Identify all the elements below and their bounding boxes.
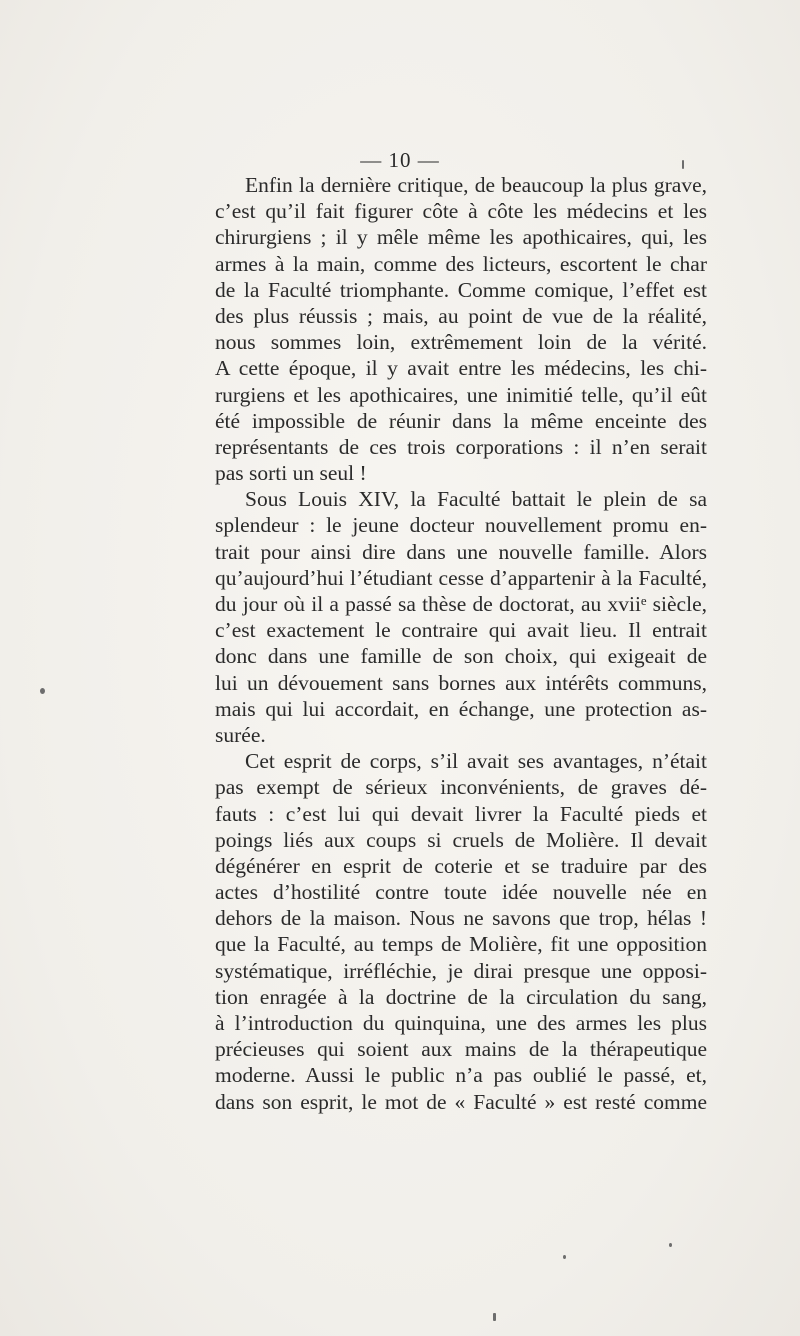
page-number: — 10 —	[360, 148, 440, 172]
text-line: Sous Louis XIV, la Faculté battait le plein de sa	[245, 487, 707, 512]
text-line: des plus réussis ; mais, au point de vue de la réalité,	[215, 303, 707, 328]
text-line: à l’introduction du quinquina, une des armes les plus	[215, 1011, 707, 1035]
print-speck	[682, 160, 684, 169]
print-speck	[493, 1313, 496, 1321]
text-line: pas exempt de sérieux inconvénients, de graves dé-	[215, 775, 707, 800]
text-line: Enfin la dernière critique, de beaucoup la plus grave,	[245, 173, 707, 197]
text-line: splendeur : le jeune docteur nouvellement promu en-	[215, 513, 707, 538]
text-line: c’est qu’il fait figurer côte à côte les médecins et les	[215, 199, 707, 224]
text-line: moderne. Aussi le public n’a pas oublié le passé, et,	[215, 1063, 707, 1088]
text-line: été impossible de réunir dans la même enceinte des	[215, 408, 707, 433]
text-line: dans son esprit, le mot de « Faculté » est resté comme	[215, 1089, 707, 1114]
text-line: poings liés aux coups si cruels de Molière. Il devait	[215, 827, 707, 852]
body-text	[215, 172, 707, 1115]
text-line: chirurgiens ; il y mêle même les apothicaires, qui, les	[215, 225, 707, 250]
text-line: Cet esprit de corps, s’il avait ses avantages, n’était	[245, 749, 707, 774]
text-line: surée.	[215, 722, 266, 747]
text-line: de la Faculté triomphante. Comme comique, l’effet est	[215, 277, 707, 302]
print-speck	[563, 1255, 566, 1259]
text-line: dégénérer en esprit de coterie et se traduire par des	[215, 853, 707, 878]
text-line: actes d’hostilité contre toute idée nouvelle née en	[215, 880, 707, 905]
print-speck	[669, 1243, 672, 1247]
text-line: trait pour ainsi dire dans une nouvelle famille. Alors	[215, 539, 707, 564]
text-line: dehors de la maison. Nous ne savons que trop, hélas !	[215, 906, 707, 931]
text-line: que la Faculté, au temps de Molière, fit une opposition	[215, 932, 707, 957]
text-line: donc dans une famille de son choix, qui exigeait de	[215, 644, 707, 669]
text-line: armes à la main, comme des licteurs, escortent le char	[215, 251, 707, 276]
text-line: systématique, irréfléchie, je dirai presque une opposi-	[215, 958, 707, 983]
text-line: nous sommes loin, extrêmement loin de la vérité.	[215, 330, 707, 355]
text-line: précieuses qui soient aux mains de la thérapeutique	[215, 1037, 707, 1062]
text-line: pas sorti un seul !	[215, 461, 367, 486]
text-line: c’est exactement le contraire qui avait lieu. Il entrait	[215, 618, 707, 643]
text-line: lui un dévouement sans bornes aux intérêts communs,	[215, 670, 707, 695]
text-line: du jour où il a passé sa thèse de doctorat, au xviiᵉ siècle,	[215, 592, 707, 616]
text-line: mais qui lui accordait, en échange, une protection as-	[215, 696, 707, 721]
text-line: rurgiens et les apothicaires, une inimitié telle, qu’il eût	[215, 382, 707, 407]
text-line: fauts : c’est lui qui devait livrer la Faculté pieds et	[215, 801, 707, 826]
text-line: tion enragée à la doctrine de la circulation du sang,	[215, 984, 707, 1009]
text-line: A cette époque, il y avait entre les médecins, les chi-	[215, 356, 707, 381]
print-speck	[40, 688, 45, 694]
text-line: représentants de ces trois corporations : il n’en serait	[215, 434, 707, 459]
text-line: qu’aujourd’hui l’étudiant cesse d’appartenir à la Faculté,	[215, 565, 707, 590]
